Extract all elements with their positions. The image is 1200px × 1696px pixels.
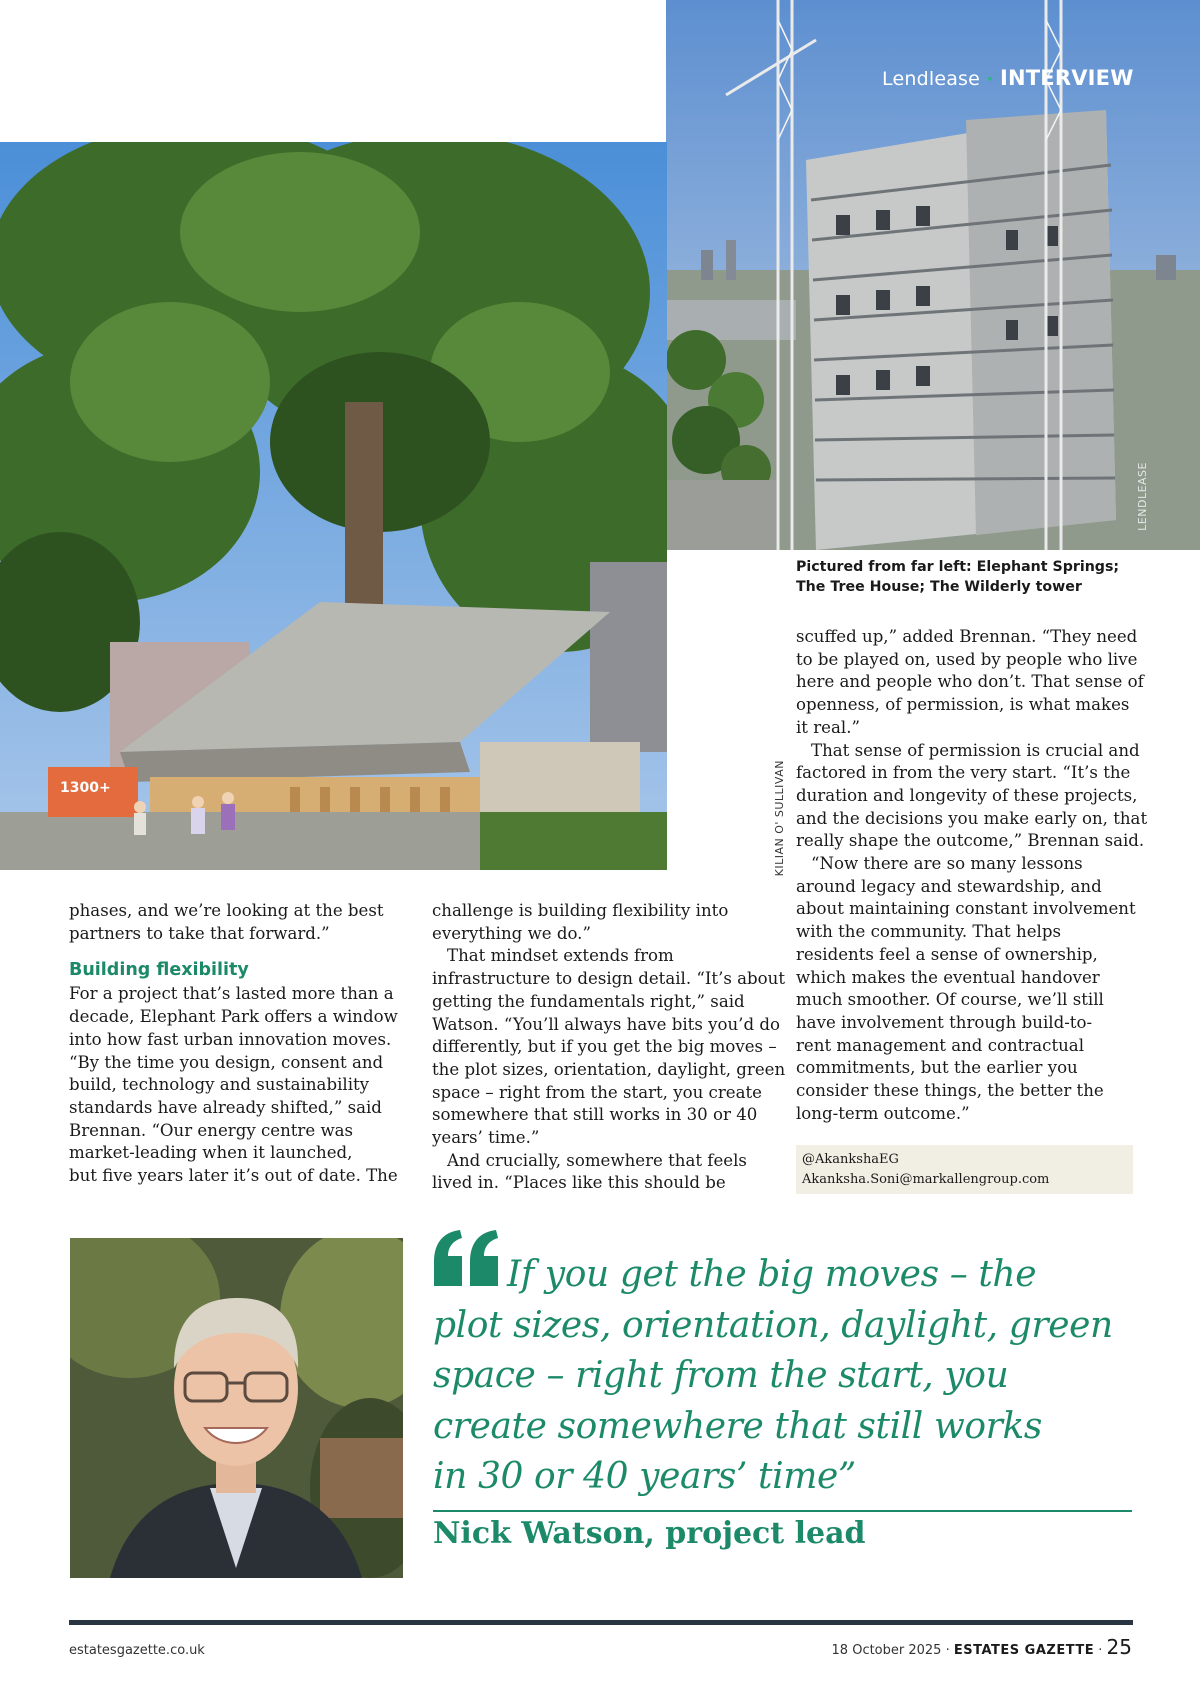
body-line: really shape the outcome,” Brennan said.: [796, 831, 1145, 851]
body-line: into how fast urban innovation moves.: [69, 1029, 392, 1049]
body-line: to be played on, used by people who live: [796, 649, 1138, 669]
quote-attribution: Nick Watson, project lead: [433, 1516, 866, 1551]
body-line: somewhere that still works in 30 or 40: [432, 1105, 758, 1125]
body-line: long-term outcome.”: [796, 1103, 970, 1123]
body-line: about maintaining constant involvement: [796, 899, 1136, 919]
body-column-3: [796, 626, 1148, 1125]
body-line: commitments, but the earlier you: [796, 1058, 1078, 1078]
body-line: differently, but if you get the big moves –: [432, 1037, 777, 1057]
body-line: That sense of permission is crucial and: [811, 740, 1140, 760]
body-line: scuffed up,” added Brennan. “They need: [796, 627, 1138, 646]
body-column-2: [432, 900, 786, 1195]
body-line: partners to take that forward.”: [69, 923, 330, 943]
body-line: with the community. That helps: [796, 922, 1061, 942]
pull-quote-line: If you get the big moves – the: [507, 1254, 1037, 1295]
body-line: but five years later it’s out of date. The: [69, 1166, 398, 1186]
body-line: much smoother. Of course, we’ll still: [796, 990, 1104, 1010]
body-line: and the decisions you make early on, that: [796, 808, 1148, 828]
section-tag: [882, 66, 1134, 90]
portrait-photo: [70, 1238, 403, 1578]
body-line: Watson. “You’ll always have bits you’d do: [432, 1014, 780, 1034]
body-line: openness, of permission, is what makes: [796, 695, 1130, 715]
body-column-1: [69, 900, 399, 1188]
body-line: rent management and contractual: [796, 1035, 1085, 1055]
author-email-link[interactable]: Akanksha.Soni@markallengroup.com: [802, 1172, 1050, 1187]
pull-quote-line: plot sizes, orientation, daylight, green: [433, 1304, 1113, 1346]
body-line: have involvement through build-to-: [796, 1012, 1093, 1032]
pull-quote-line: in 30 or 40 years’ time”: [433, 1456, 856, 1497]
body-line: “Now there are so many lessons: [811, 854, 1083, 874]
publication-name: ESTATES GAZETTE: [953, 1643, 1095, 1658]
body-line: duration and longevity of these projects,: [796, 785, 1138, 805]
body-line: consider these things, the better the: [796, 1081, 1104, 1101]
footer-divider: [69, 1620, 1133, 1625]
body-line: infrastructure to design detail. “It’s about: [432, 969, 786, 989]
body-line: And crucially, somewhere that feels: [447, 1150, 747, 1170]
body-line: everything we do.”: [432, 923, 591, 943]
subhead-building-flexibility: Building flexibility: [69, 960, 249, 981]
body-line: around legacy and stewardship, and: [796, 876, 1102, 896]
body-line: residents feel a sense of ownership,: [796, 944, 1098, 964]
pull-quote-line: create somewhere that still works: [433, 1405, 1042, 1447]
page-number: 25: [1106, 1635, 1132, 1659]
caption-line: The Tree House; The Wilderly tower: [796, 579, 1082, 595]
body-line: which makes the eventual handover: [796, 967, 1100, 987]
brand-label: Lendlease: [882, 68, 981, 90]
body-line: challenge is building flexibility into: [432, 901, 729, 920]
author-twitter-link[interactable]: @AkankshaEG: [802, 1152, 899, 1167]
folio-separator: ·: [945, 1643, 950, 1658]
body-line: phases, and we’re looking at the best: [69, 901, 384, 920]
body-line: build, technology and sustainability: [69, 1075, 370, 1095]
photo-credit-tower: LENDLEASE: [1136, 462, 1149, 531]
pull-quote: [433, 1250, 1153, 1503]
caption-line: Pictured from far left: Elephant Springs;: [796, 559, 1120, 575]
body-line: here and people who don’t. That sense of: [796, 672, 1144, 692]
body-line: space – right from the start, you create: [432, 1082, 762, 1102]
footer-folio: [832, 1635, 1132, 1659]
body-line: That mindset extends from: [447, 946, 674, 966]
treehouse-photo: [0, 142, 667, 870]
mural-sign-text: 1300+: [60, 780, 111, 796]
photo-credit-treehouse: KILIAN O' SULLIVAN: [773, 760, 786, 877]
body-line: lived in. “Places like this should be: [432, 1173, 726, 1193]
body-line: it real.”: [796, 717, 860, 737]
body-line: market-leading when it launched,: [69, 1143, 353, 1163]
body-line: decade, Elephant Park offers a window: [69, 1007, 398, 1027]
folio-separator: ·: [1098, 1643, 1103, 1658]
body-line: the plot sizes, orientation, daylight, green: [432, 1059, 786, 1079]
author-contact-box: [796, 1145, 1133, 1194]
section-label: INTERVIEW: [999, 66, 1134, 90]
body-line: Brennan. “Our energy centre was: [69, 1120, 354, 1140]
body-line: getting the fundamentals right,” said: [432, 991, 745, 1011]
body-line: years’ time.”: [432, 1128, 540, 1148]
body-line: For a project that’s lasted more than a: [69, 984, 394, 1004]
tag-separator: ·: [986, 68, 994, 90]
body-line: factored in from the very start. “It’s the: [796, 763, 1131, 783]
body-line: standards have already shifted,” said: [69, 1097, 382, 1117]
body-line: “By the time you design, consent and: [69, 1052, 384, 1072]
footer-website-link[interactable]: estatesgazette.co.uk: [69, 1643, 205, 1658]
pull-quote-line: space – right from the start, you: [433, 1355, 1009, 1396]
issue-date: 18 October 2025: [831, 1643, 942, 1658]
photo-caption: [796, 557, 1156, 597]
